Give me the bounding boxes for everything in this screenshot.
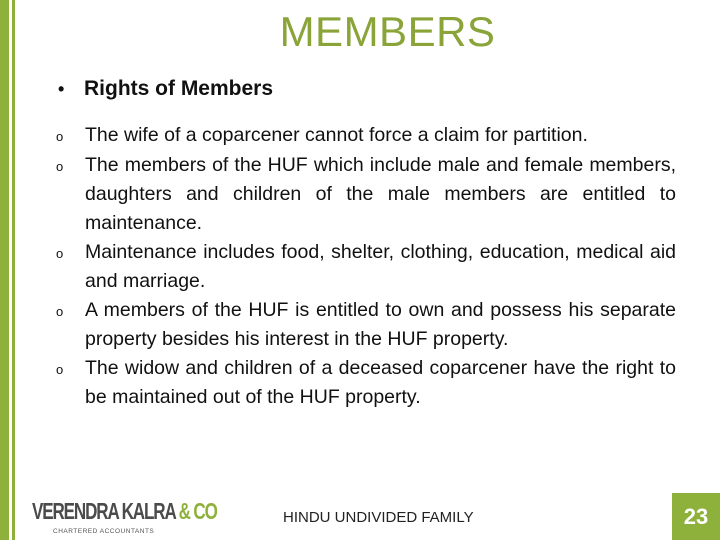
logo-wordmark: VERENDRA KALRA & CO xyxy=(32,498,217,524)
company-logo xyxy=(32,498,217,538)
list-marker: o xyxy=(56,159,64,174)
list-item xyxy=(56,296,676,354)
rights-list xyxy=(56,121,676,412)
list-item xyxy=(56,121,676,151)
list-marker: o xyxy=(56,246,64,261)
list-item xyxy=(56,238,676,296)
heading-text: Rights of Members xyxy=(84,77,274,100)
page-number: 23 xyxy=(672,493,720,540)
list-item-text: The members of the HUF which include male and female members, daughters and children of the male members are entitled to maintenance. xyxy=(85,154,676,234)
list-marker: o xyxy=(56,362,64,377)
logo-tagline: CHARTERED ACCOUNTANTS xyxy=(53,528,155,535)
list-item-text: The wife of a coparcener cannot force a claim for partition. xyxy=(85,124,588,146)
list-item-text: The widow and children of a deceased coparcener have the right to be maintained out of the HUF property. xyxy=(85,357,676,408)
list-marker: o xyxy=(56,129,64,144)
list-item xyxy=(56,151,676,238)
heading-bullet: • xyxy=(58,79,65,99)
list-item-text: A members of the HUF is entitled to own and possess his separate property besides his interest in the HUF property. xyxy=(85,299,676,350)
list-marker: o xyxy=(56,304,64,319)
left-accent-bar xyxy=(0,0,9,540)
list-item xyxy=(56,354,676,412)
list-item-text: Maintenance includes food, shelter, clothing, education, medical aid and marriage. xyxy=(85,241,676,292)
left-accent-line xyxy=(12,0,15,540)
slide-title: MEMBERS xyxy=(279,8,496,55)
section-heading xyxy=(58,77,273,101)
footer-title: HINDU UNDIVIDED FAMILY xyxy=(283,509,474,526)
